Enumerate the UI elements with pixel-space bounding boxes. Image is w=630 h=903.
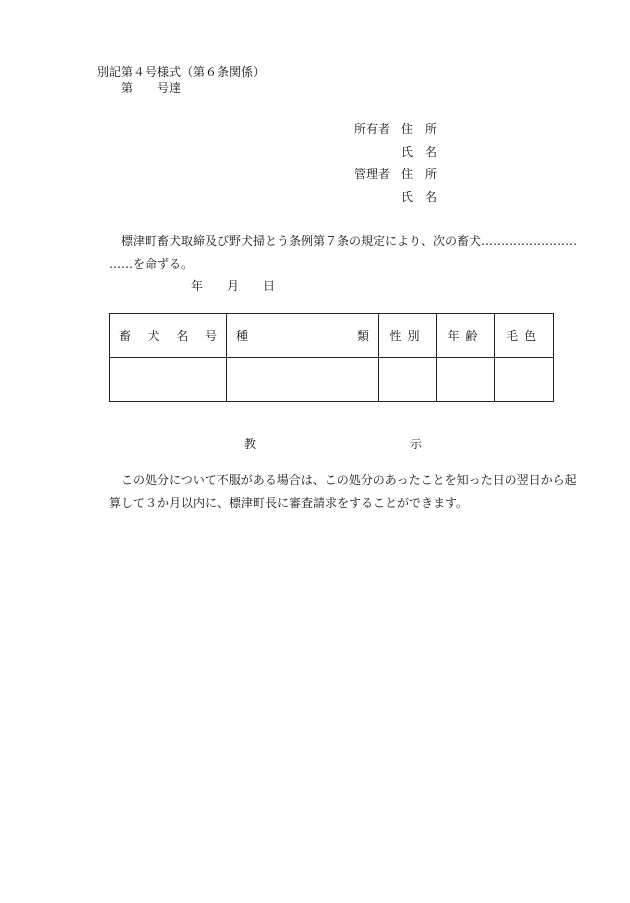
- notice-line-2: 算して３か月以内に、標津町長に審査請求をすることができます。: [109, 496, 469, 510]
- cell-dog-name: [110, 358, 227, 402]
- body-line-1: 標津町畜犬取締及び野犬掃とう条例第７条の規定により、次の畜犬……………………: [121, 234, 578, 248]
- cell-breed: [227, 358, 379, 402]
- header-dog-name: 畜 犬 名 号: [110, 314, 227, 358]
- number-prefix: 第: [121, 81, 134, 95]
- notice-title-left: 教: [244, 437, 257, 451]
- table-header-row: [110, 314, 554, 358]
- header-age: 年齢: [437, 314, 495, 358]
- manager-label: 管理者: [354, 167, 391, 181]
- table-row: [110, 358, 554, 402]
- date-day: 日: [263, 279, 276, 293]
- date-year: 年: [191, 279, 204, 293]
- number-suffix: 号達: [157, 81, 182, 95]
- owner-label: 所有者: [354, 122, 391, 136]
- cell-sex: [379, 358, 437, 402]
- body-line-2: ……を命ずる。: [109, 257, 194, 271]
- dog-info-table: [109, 313, 554, 402]
- cell-coat-color: [495, 358, 554, 402]
- cell-age: [437, 358, 495, 402]
- header-coat-color: 毛色: [495, 314, 554, 358]
- date-month: 月: [227, 279, 240, 293]
- notice-title-right: 示: [410, 437, 423, 451]
- header-breed: 種 類: [227, 314, 379, 358]
- form-title: 別記第４号様式（第６条関係）: [97, 65, 266, 79]
- manager-name-label: 氏 名: [401, 190, 438, 204]
- manager-address-label: 住 所: [401, 167, 438, 181]
- header-sex: 性別: [379, 314, 437, 358]
- notice-line-1: この処分について不服がある場合は、この処分のあったことを知った日の翌日から起: [121, 473, 577, 487]
- owner-address-label: 住 所: [401, 122, 438, 136]
- owner-name-label: 氏 名: [401, 145, 438, 159]
